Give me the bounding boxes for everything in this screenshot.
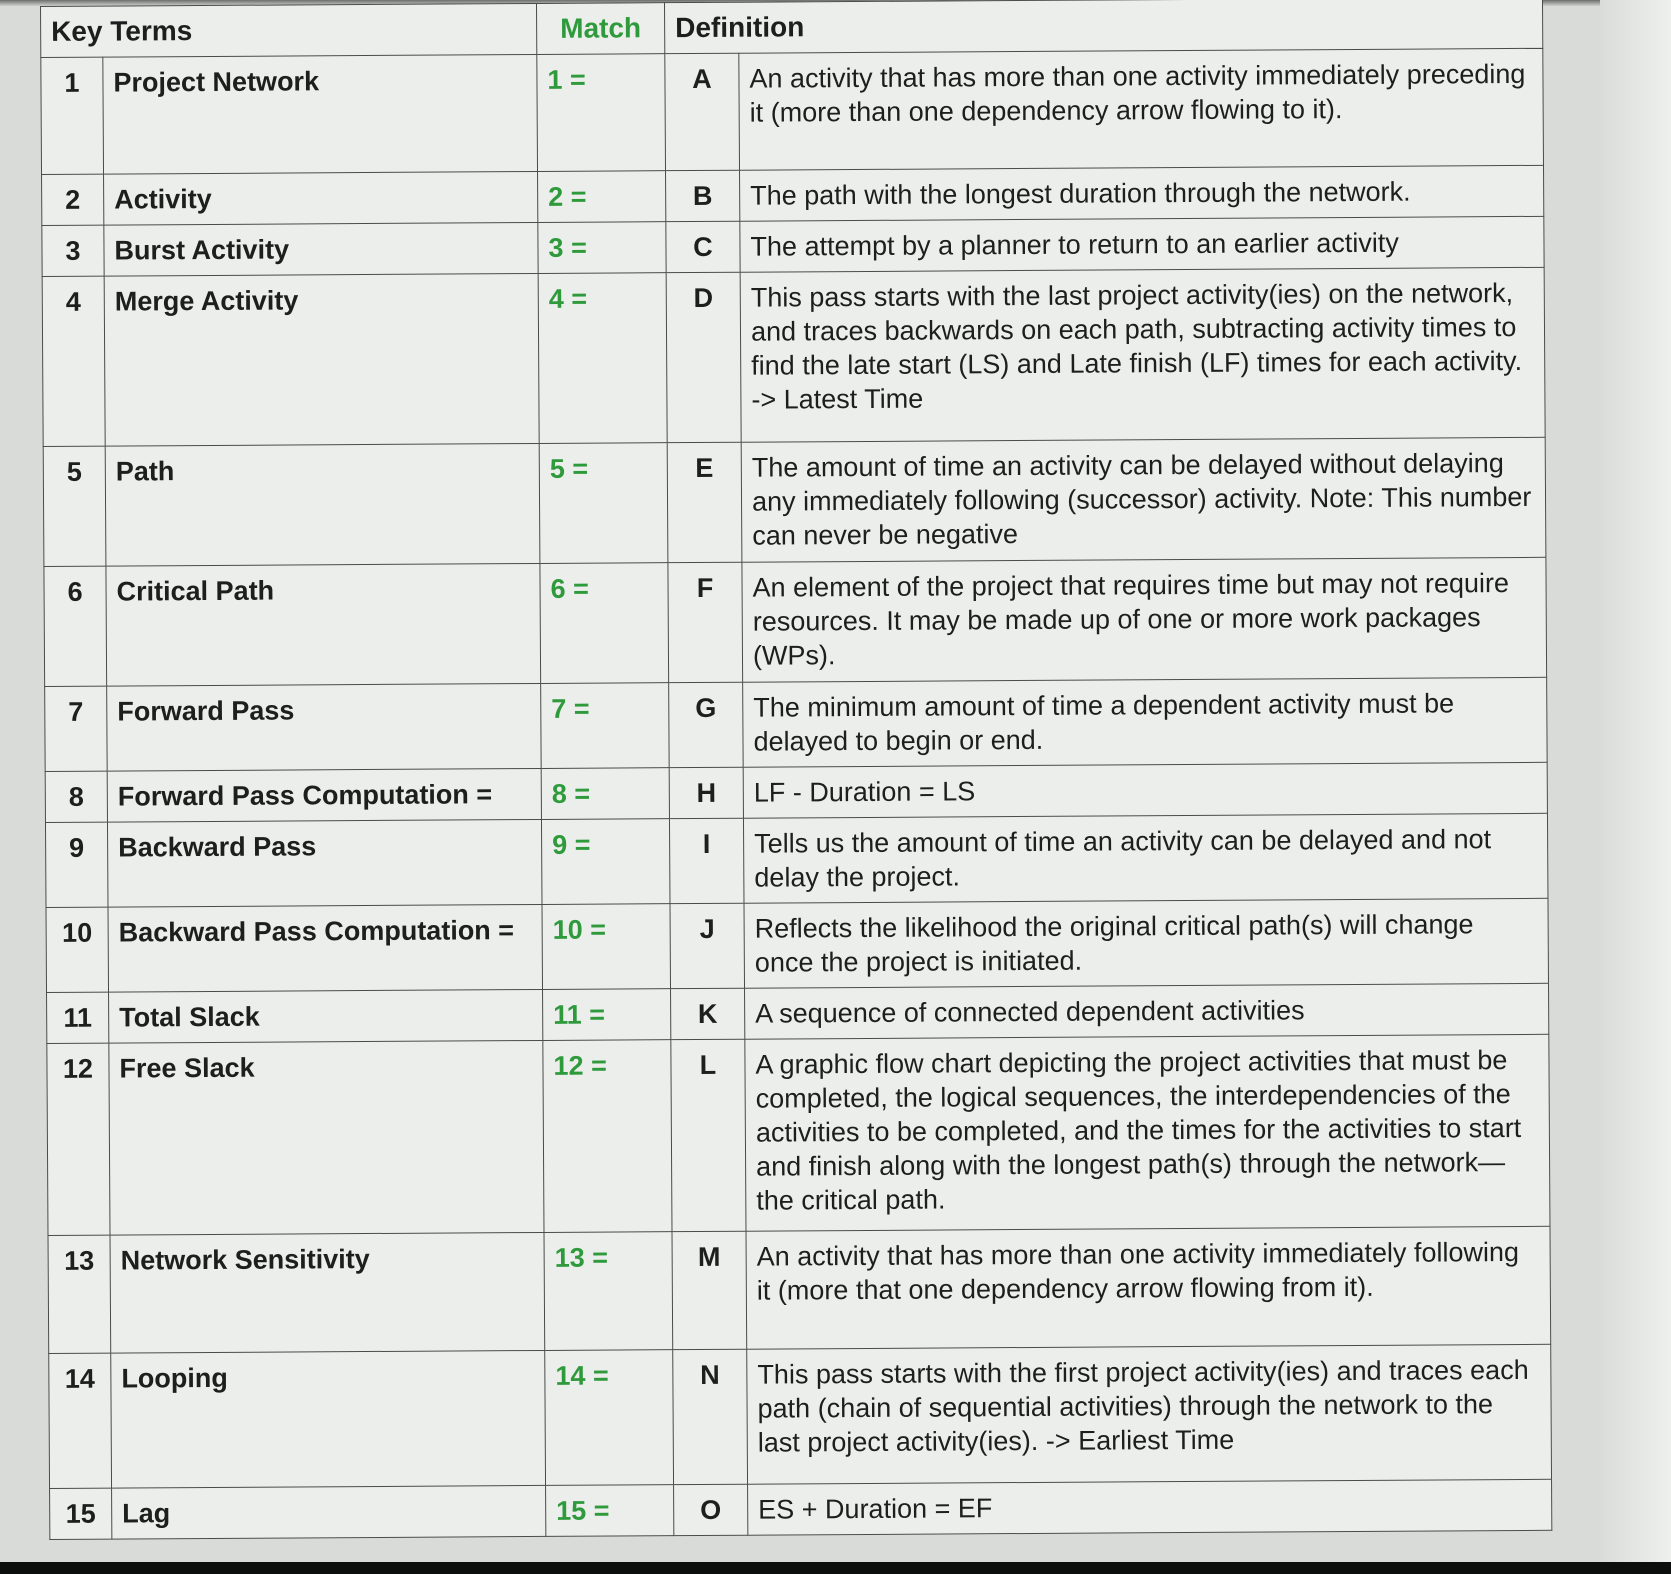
definition-text: A graphic flow chart depicting the project activities that must be completed, the logical sequences, the interdependencies of the activities to be completed, and the times for the activities to start and finish along with the longest path(s) through the network—the critical path. (745, 1034, 1550, 1231)
match-answer[interactable]: 13 = (544, 1232, 673, 1351)
term-number: 10 (46, 907, 109, 992)
term-number: 15 (50, 1488, 112, 1539)
table-row (45, 762, 1547, 822)
definition-text: Tells us the amount of time an activity can be delayed and not delay the project. (743, 813, 1548, 903)
definition-text: An activity that has more than one activity immediately following it (more that one dependency arrow flowing from it). (746, 1226, 1551, 1349)
match-answer[interactable]: 15 = (546, 1485, 674, 1537)
definition-text: The attempt by a planner to return to an earlier activity (740, 216, 1544, 272)
key-terms-table (40, 0, 1552, 1540)
definition-letter: H (669, 767, 743, 818)
term-number: 2 (42, 174, 104, 225)
definition-letter: I (669, 818, 744, 903)
term-number: 11 (47, 992, 109, 1043)
match-answer[interactable]: 7 = (541, 683, 670, 769)
definition-letter: D (666, 272, 741, 442)
definition-letter: K (671, 988, 745, 1039)
definition-letter: N (673, 1349, 748, 1484)
table-row (47, 1034, 1550, 1235)
definition-text: ES + Duration = EF (748, 1479, 1552, 1535)
table-row (42, 165, 1544, 225)
definition-text: This pass starts with the first project activity(ies) and traces each path (chain of sequential activities) through the network to the last project activity(ies). -> Earliest Time (747, 1344, 1552, 1484)
table-row (48, 1226, 1551, 1353)
definition-letter: C (666, 221, 740, 272)
match-answer[interactable]: 1 = (537, 54, 666, 172)
definition-letter: A (665, 53, 740, 170)
definition-letter: E (667, 442, 742, 562)
term-name: Backward Pass Computation = (108, 904, 543, 992)
definition-letter: L (671, 1039, 746, 1231)
definition-text: Reflects the likelihood the original critical path(s) will change once the project is initiated. (744, 898, 1549, 988)
term-name: Forward Pass Computation = (107, 768, 541, 822)
term-number: 9 (45, 822, 108, 907)
match-answer[interactable]: 3 = (538, 222, 666, 274)
table-row (44, 557, 1547, 686)
match-answer[interactable]: 6 = (540, 563, 669, 684)
page-margin (1600, 0, 1671, 1562)
definition-letter: J (670, 903, 745, 988)
match-answer[interactable]: 11 = (543, 989, 671, 1041)
term-number: 3 (42, 225, 104, 276)
term-name: Lag (112, 1485, 546, 1539)
definition-letter: B (666, 170, 740, 221)
header-match: Match (537, 3, 665, 55)
match-answer[interactable]: 9 = (541, 819, 670, 905)
term-name: Project Network (103, 54, 538, 174)
match-answer[interactable]: 8 = (541, 768, 669, 820)
header-key-terms: Key Terms (41, 3, 537, 57)
table-row (41, 48, 1544, 174)
bottom-shadow (0, 1562, 1671, 1574)
definition-letter: G (669, 682, 744, 767)
term-name: Path (105, 443, 540, 566)
match-answer[interactable]: 5 = (539, 443, 668, 564)
term-number: 13 (48, 1235, 111, 1353)
term-name: Merge Activity (104, 273, 539, 446)
table-row (42, 216, 1544, 276)
term-name: Network Sensitivity (110, 1232, 545, 1353)
definition-letter: M (672, 1231, 747, 1349)
term-name: Forward Pass (107, 683, 542, 771)
term-name: Looping (111, 1350, 546, 1488)
definition-text: An element of the project that requires time but may not require resources. It may be made up of one or more work packages (WPs). (742, 557, 1547, 682)
definition-letter: F (668, 562, 743, 682)
header-definition: Definition (665, 0, 1543, 54)
table-row (43, 437, 1546, 566)
term-name: Total Slack (109, 989, 543, 1043)
table-row (50, 1479, 1552, 1539)
match-answer[interactable]: 2 = (538, 171, 666, 223)
definition-text: The path with the longest duration through the network. (740, 165, 1544, 221)
term-number: 6 (44, 566, 107, 686)
table-row (47, 983, 1549, 1043)
table-row (45, 677, 1548, 771)
match-answer[interactable]: 10 = (542, 904, 671, 990)
table-row (49, 1344, 1552, 1488)
term-name: Critical Path (106, 563, 541, 686)
table-row (45, 813, 1548, 907)
term-number: 12 (47, 1043, 110, 1235)
term-name: Backward Pass (107, 819, 542, 907)
definition-text: The minimum amount of time a dependent activity must be delayed to begin or end. (743, 677, 1548, 767)
definition-text: A sequence of connected dependent activities (745, 983, 1549, 1039)
term-number: 5 (43, 446, 106, 566)
table-row (46, 898, 1549, 992)
definition-text: This pass starts with the last project activity(ies) on the network, and traces backwards on each path, subtracting activity times to find the late start (LS) and Late finish (LF) times for each activity. -> Latest Time (740, 267, 1545, 442)
definition-letter: O (674, 1484, 748, 1535)
definition-text: LF - Duration = LS (743, 762, 1547, 818)
definition-text: The amount of time an activity can be delayed without delaying any immediately following (successor) activity. Note: This number can never be negative (741, 437, 1546, 562)
match-answer[interactable]: 12 = (543, 1040, 672, 1233)
definition-text: An activity that has more than one activity immediately preceding it (more than one dependency arrow flowing to it). (739, 48, 1544, 170)
term-number: 7 (45, 686, 108, 771)
term-number: 8 (45, 771, 107, 822)
term-number: 4 (42, 276, 105, 446)
term-number: 1 (41, 57, 104, 174)
match-answer[interactable]: 4 = (538, 273, 667, 444)
term-name: Free Slack (109, 1040, 544, 1235)
term-name: Activity (104, 171, 538, 225)
match-answer[interactable]: 14 = (545, 1350, 674, 1486)
table-row (42, 267, 1545, 446)
term-name: Burst Activity (104, 222, 538, 276)
term-number: 14 (49, 1353, 112, 1488)
